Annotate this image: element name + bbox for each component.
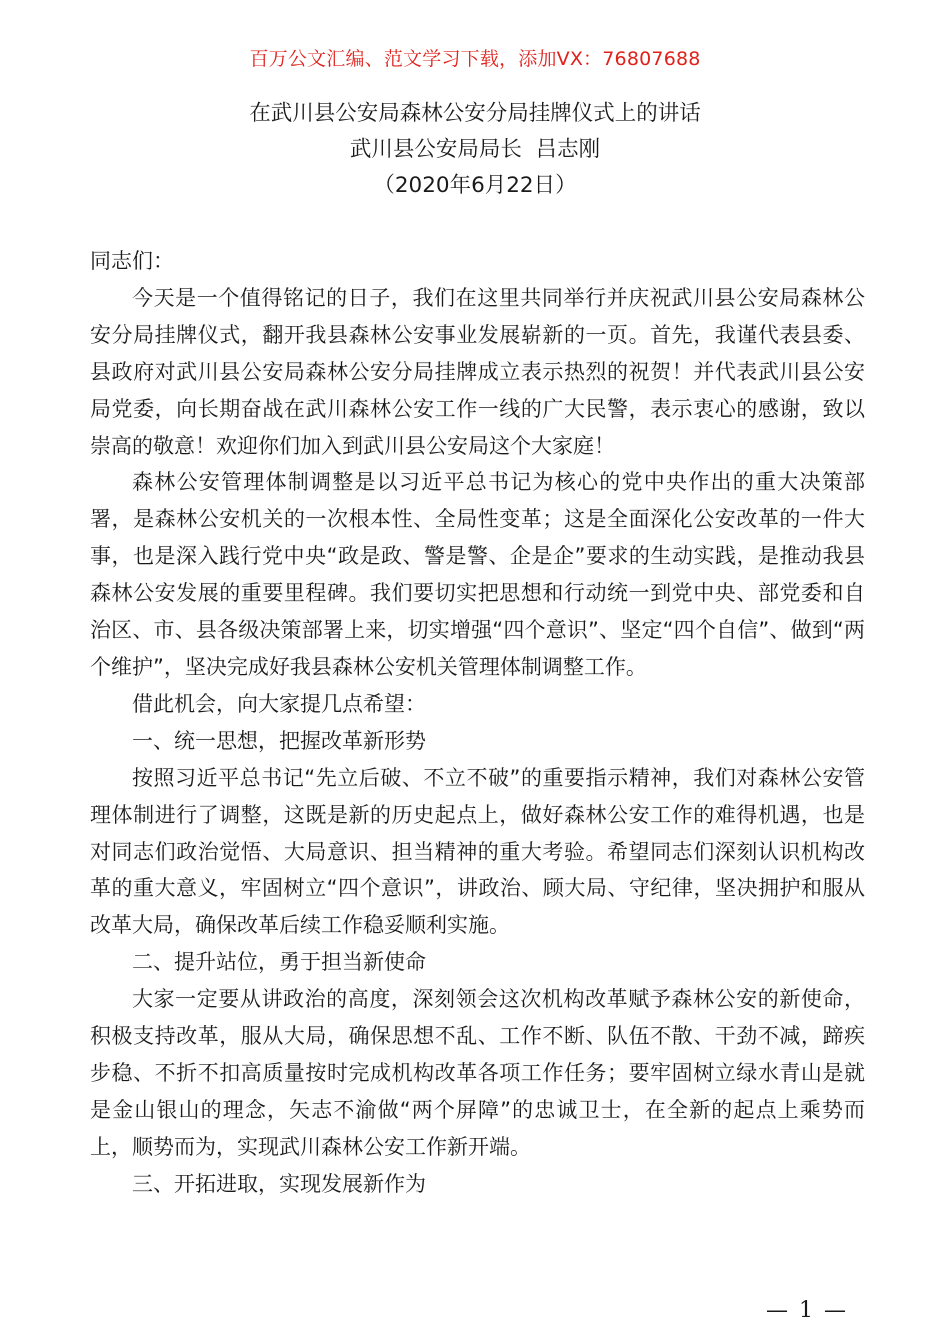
- title-block: [0, 96, 950, 204]
- speaker-line: 武川县公安局局长 吕志刚: [349, 137, 601, 162]
- paragraph-1: 今天是一个值得铭记的日子，我们在这里共同举行并庆祝武川县公安局森林公安分局挂牌仪式，翻开我县森林公安事业发展崭新的一页。首先，我谨代表县委、县政府对武川县公安局森林公安分局挂牌成立表示热烈的祝贺！并代表武川县公安局党委，向长期奋战在武川森林公安工作一线的广大民警，表示衷心的感谢，致以崇高的敬意！欢迎你们加入到武川县公安局这个大家庭！: [90, 285, 865, 458]
- salutation: 同志们：: [90, 249, 174, 273]
- section-heading-3: 三、开拓进取，实现发展新作为: [132, 1171, 426, 1196]
- paragraph-3: 借此机会，向大家提几点希望：: [132, 691, 426, 716]
- speech-title: 在武川县公安局森林公安分局挂牌仪式上的讲话: [249, 101, 701, 126]
- section-heading-2: 二、提升站位，勇于担当新使命: [132, 950, 426, 975]
- page-number: — 1 —: [766, 1298, 848, 1323]
- paragraph-4: 按照习近平总书记“先立后破、不立不破”的重要指示精神，我们对森林公安管理体制进行了调整，这既是新的历史起点上，做好森林公安工作的难得机遇，也是对同志们政治觉悟、大局意识、担当精神的重大考验。希望同志们深刻认识机构改革的重大意义，牢固树立“四个意识”，讲政治、顾大局、守纪律，坚决拥护和服从改革大局，确保改革后续工作稳妥顺利实施。: [90, 765, 865, 938]
- paragraph-5: 大家一定要从讲政治的高度，深刻领会这次机构改革赋予森林公安的新使命，积极支持改革，服从大局，确保思想不乱、工作不断、队伍不散、干劲不减，蹄疾步稳、不折不扣高质量按时完成机构改革各项工作任务；要牢固树立绿水青山是就是金山银山的理念，矢志不渝做“两个屏障”的忠诚卫士，在全新的起点上乘势而上，顺势而为，实现武川森林公安工作新开端。: [90, 987, 865, 1159]
- paragraph-2: 森林公安管理体制调整是以习近平总书记为核心的党中央作出的重大决策部署，是森林公安机关的一次根本性、全局性变革；这是全面深化公安改革的一件大事，也是深入践行党中央“政是政、警是警、企是企”要求的生动实践，是推动我县森林公安发展的重要里程碑。我们要切实把思想和行动统一到党中央、部党委和自治区、市、县各级决策部署上来，切实增强“四个意识”、坚定“四个自信”、做到“两个维护”，坚决完成好我县森林公安机关管理体制调整工作。: [90, 470, 865, 679]
- section-heading-1: 一、统一思想，把握改革新形势: [132, 728, 426, 753]
- promo-banner: 百万公文汇编、范文学习下载，添加VX：76807688: [249, 48, 701, 70]
- speech-body: [90, 243, 865, 1203]
- speech-date: （2020年6月22日）: [373, 173, 577, 198]
